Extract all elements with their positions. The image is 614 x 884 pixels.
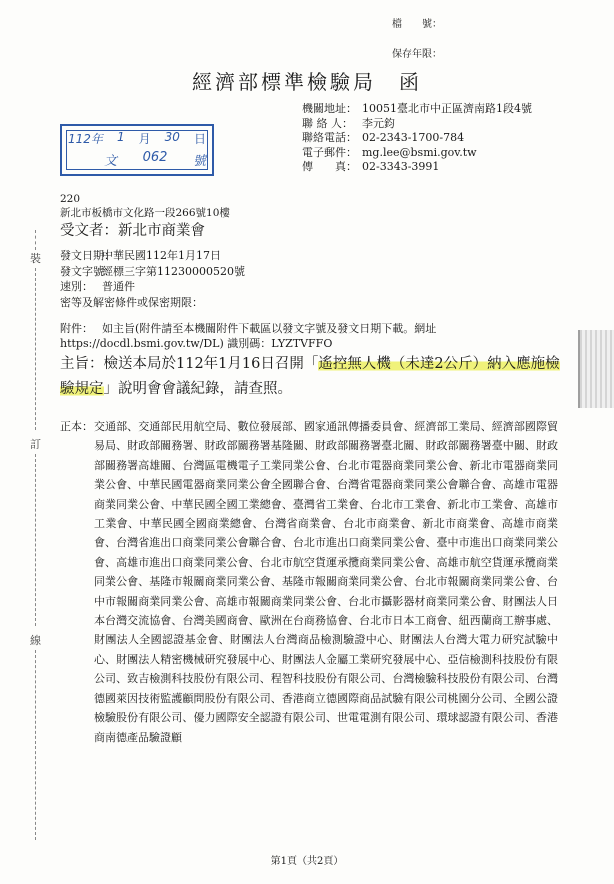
subject-label: 主旨： [60, 356, 104, 372]
contact-row-email [302, 146, 532, 161]
stamp-date-row [68, 130, 206, 147]
stamp-year: 112年 [68, 132, 103, 146]
meta-label: 發文字號： [60, 264, 115, 278]
contact-label: 聯 絡 人： [302, 116, 353, 130]
postal-code: 220 [60, 193, 81, 205]
stamp-number-row [104, 150, 206, 169]
recipient-address [60, 192, 230, 220]
subject-highlighted: 遙控無人機（未達2公斤）納入應施檢驗規定 [60, 356, 560, 397]
contact-value: 02-2343-1700-784 [362, 131, 465, 144]
attachment-label: 附件： [60, 322, 93, 335]
received-stamp [60, 124, 214, 176]
meta-row-secrecy [60, 295, 560, 311]
meta-row-number [60, 264, 560, 280]
contact-value: 10051臺北市中正區濟南路1段4號 [362, 102, 532, 115]
document-title: 經濟部標準檢驗局 函 [192, 70, 422, 94]
binding-line [35, 230, 36, 250]
meta-row-speed [60, 279, 560, 295]
binding-line [35, 650, 36, 840]
contact-row-person [302, 117, 532, 132]
contact-value: 李元鈞 [362, 116, 395, 130]
stamp-month-label: 月 [138, 132, 151, 146]
distribution-row [60, 417, 558, 747]
distribution-list [60, 417, 558, 747]
contact-block [302, 102, 532, 175]
binding-mark-zhuang: 裝 [30, 252, 41, 265]
page-footer: 第1頁（共2頁） [270, 856, 344, 867]
subject-before: 檢送本局於112年1月16日召開「 [103, 356, 319, 372]
document-meta [60, 248, 560, 310]
distribution-text: 交通部、交通部民用航空局、數位發展部、國家通訊傳播委員會、經濟部工業局、經濟部國際貿易局、財政部關務署、財政部關務署基隆關、財政部關務署臺北關、財政部關務署臺中關、財政部關務署高雄關、台灣區電機電子工業同業公會、台北市電器商業同業公會、新北市電器商業同業公會、中華民國電器商業同業公會全國聯合會、台灣省電器商業同業公會聯合會、高雄市電器商業同業公會、中華民國全國工業總會、臺灣省工業會、台北市工業會、新北市工業會、高雄市工業會、中華民國全國商業總會、台灣省商業會、台北市商業會、新北市商業會、高雄市商業會、台灣省進出口商業同業公會聯合會、台北市進出口商業同業公會、臺中市進出口商業同業公會、高雄市進出口商業同業公會、台北市航空貨運承攬商業同業公會、高雄市航空貨運承攬商業同業公會、基隆市報關商業同業公會、基隆市報關商業同業公會、台北市報關商業同業公會、台中市報關商業同業公會、高雄市報關商業同業公會、台北市攝影器材商業同業公會、財團法人日本台灣交流協會、台灣美國商會、歐洲在台商務協會、台北市日本工商會、紐西蘭商工辦事處、財團法人全國認證基金會、財團法人台灣商品檢測驗證中心、財團法人台灣大電力研究試驗中心、財團法人精密機械研究發展中心、財團法人金屬工業研究發展中心、亞信檢測科技股份有限公司、致吉檢測科技股份有限公司、程智科技股份有限公司、台灣檢驗科技股份有限公司、台灣德國萊因技術監護顧問股份有限公司、香港商立德國際商品試驗有限公司桃園分公司、全國公證檢驗股份有限公司、優力國際安全認證有限公司、世電電測有限公司、環球認證有限公司、香港商南德產品驗證顧 [94, 420, 558, 744]
stamp-doc-number: 062 [142, 150, 168, 165]
stamp-doc-suffix: 號 [192, 154, 206, 169]
contact-value: mg.lee@bsmi.gov.tw [362, 145, 477, 159]
contact-row-fax [302, 160, 532, 175]
stamp-doc-prefix: 文 [104, 154, 118, 169]
contact-row-address [302, 102, 532, 117]
meta-label: 密等及解密條件或保密期限： [60, 295, 203, 309]
contact-label: 傳 真： [302, 160, 357, 173]
binding-line [35, 454, 36, 626]
meta-label: 發文日期： [60, 249, 115, 262]
meta-value: 經標三字第11230000520號 [102, 264, 245, 278]
contact-label: 聯絡電話： [302, 131, 357, 144]
contact-row-phone [302, 131, 532, 146]
contact-value: 02-3343-3991 [362, 160, 440, 173]
stamp-month: 1 [116, 130, 125, 144]
stamp-day-label: 日 [193, 132, 206, 146]
recipient: 受文者：新北市商業會 [60, 223, 205, 239]
file-number-label: 檔 號： [392, 19, 442, 30]
meta-label: 速別： [60, 280, 93, 293]
contact-label: 電子郵件： [302, 145, 357, 159]
retention-label: 保存年限： [392, 49, 442, 60]
stamp-day: 30 [164, 130, 180, 144]
distribution-label: 正本： [60, 420, 93, 433]
attachment-text: 如主旨(附件請至本機關附件下載區以發文字號及發文日期下載。網址https://docdl.bsmi.gov.tw/DL) 識別碼：LYZTVFFO [60, 322, 437, 350]
binding-line [35, 268, 36, 430]
attachment-note [60, 321, 556, 351]
meta-value: 中華民國112年1月17日 [102, 249, 221, 262]
binding-mark-xian: 線 [30, 634, 41, 647]
subject [60, 352, 570, 402]
meta-row-date [60, 248, 560, 264]
meta-value: 普通件 [102, 280, 135, 293]
file-info [392, 10, 442, 70]
binding-mark-ding: 訂 [30, 438, 41, 451]
subject-after: 」說明會會議紀錄，請查照。 [103, 381, 292, 397]
contact-label: 機關地址： [302, 102, 357, 115]
street-address: 新北市板橋市文化路一段266號10樓 [60, 207, 230, 219]
seal-stamp [578, 330, 614, 408]
